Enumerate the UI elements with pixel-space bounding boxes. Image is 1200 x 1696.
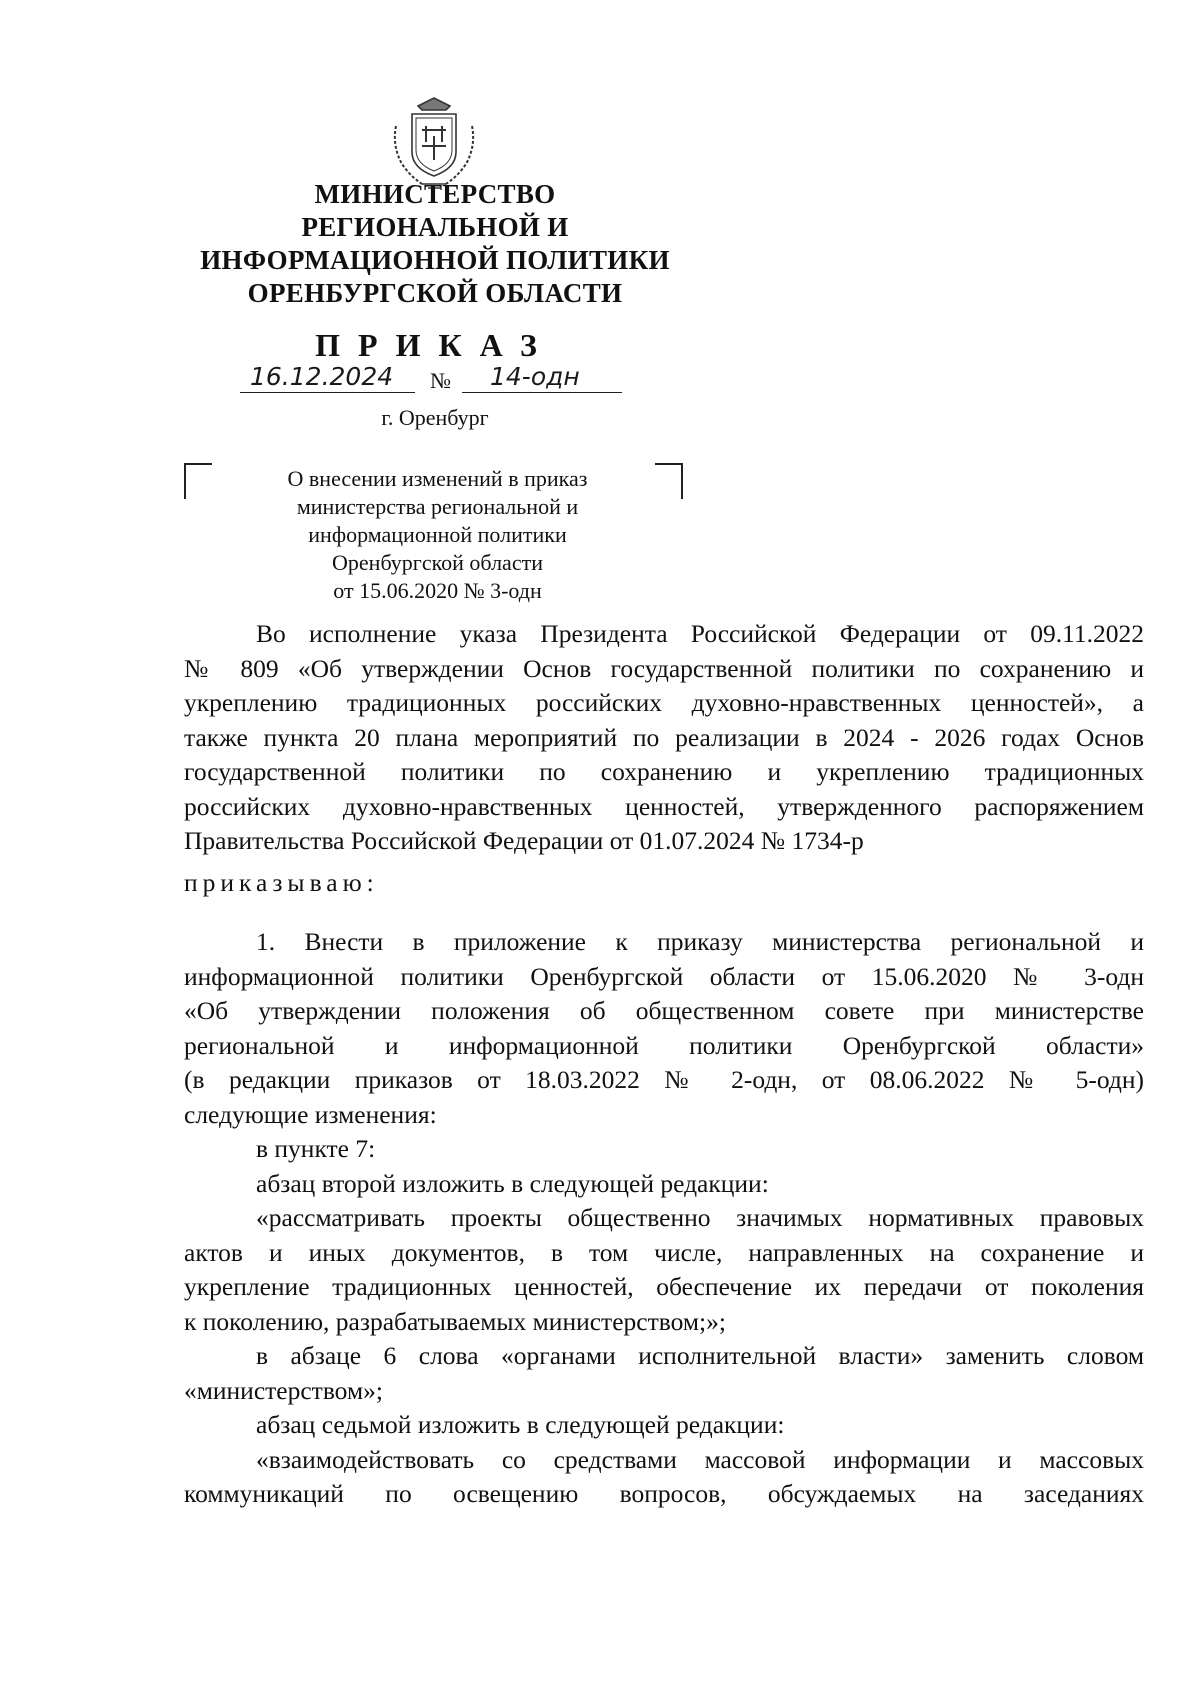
ministry-name-line: ОРЕНБУРГСКОЙ ОБЛАСТИ	[247, 278, 623, 308]
text-line: абзац второй изложить в следующей редакции:	[256, 1168, 769, 1198]
order-word: приказываю:	[184, 868, 379, 897]
text-line: следующие изменения:	[184, 1099, 437, 1129]
text-line: российских духовно-нравственных ценностей, утвержденного распоряжением	[184, 791, 1144, 821]
text-line: Правительства Российской Федерации от 01.07.2024 № 1734-р	[184, 826, 864, 855]
text-line: к поколению, разрабатываемых министерством;»;	[184, 1306, 726, 1336]
date-underline	[240, 392, 415, 393]
text-line: абзац седьмой изложить в следующей редакции:	[256, 1410, 785, 1439]
preamble-paragraph	[184, 617, 1144, 859]
text-line: Во исполнение указа Президента Российской Федерации от 09.11.2022	[256, 619, 1144, 648]
text-line: «взаимодействовать со средствами массовой информации и массовых	[256, 1444, 1144, 1474]
subject-line: министерства региональной и	[296, 494, 579, 519]
ministry-name-line: РЕГИОНАЛЬНОЙ И	[301, 212, 569, 242]
handwritten-number: 14-одн	[490, 362, 580, 391]
text-line: коммуникаций по освещению вопросов, обсуждаемых на заседаниях	[184, 1479, 1144, 1508]
text-line: также пункта 20 плана мероприятий по реализации в 2024 - 2026 годах Основ	[184, 722, 1144, 752]
document-type-title: ПРИКАЗ	[315, 327, 555, 363]
city: г. Оренбург	[381, 405, 489, 430]
text-line: государственной политики по сохранению и укреплению традиционных	[184, 757, 1144, 786]
text-line: актов и иных документов, в том числе, направленных на сохранение и	[184, 1237, 1144, 1267]
text-line: 1. Внести в приложение к приказу министерства региональной и	[256, 927, 1144, 956]
number-sign: №	[430, 368, 451, 393]
text-line: (в редакции приказов от 18.03.2022 № 2-одн, от 08.06.2022 № 5-одн)	[184, 1065, 1144, 1094]
ministry-name-line: ИНФОРМАЦИОННОЙ ПОЛИТИКИ	[200, 245, 670, 275]
ministry-name	[170, 178, 700, 310]
subject-title	[240, 465, 635, 605]
subject-corner-left	[184, 463, 212, 499]
subject-line: Оренбургской области	[332, 550, 543, 575]
subject-corner-right	[655, 463, 683, 499]
text-line: региональной и информационной политики Оренбургской области»	[184, 1030, 1144, 1060]
ministry-name-line: МИНИСТЕРСТВО	[314, 179, 556, 209]
text-line: «министерством»;	[184, 1375, 383, 1405]
date-number-row	[240, 360, 660, 396]
text-line: в абзаце 6 слова «органами исполнительной власти» заменить словом	[256, 1341, 1144, 1370]
text-line: в пункте 7:	[256, 1134, 376, 1163]
number-underline	[462, 392, 622, 393]
text-line: «Об утверждении положения об общественном совете при министерстве	[184, 996, 1144, 1025]
item-1-paragraph	[184, 925, 1144, 1512]
text-line: информационной политики Оренбургской области от 15.06.2020 № 3-одн	[184, 961, 1144, 991]
text-line: № 809 «Об утверждении Основ государственной политики по сохранению и	[184, 653, 1144, 683]
subject-line: О внесении изменений в приказ	[287, 466, 588, 491]
handwritten-date: 16.12.2024	[250, 362, 394, 391]
subject-line: от 15.06.2020 № 3-одн	[333, 578, 542, 603]
subject-line: информационной политики	[308, 522, 567, 547]
text-line: укреплению традиционных российских духовно-нравственных ценностей», а	[184, 688, 1144, 717]
text-line: «рассматривать проекты общественно значимых нормативных правовых	[256, 1203, 1144, 1232]
text-line: укрепление традиционных ценностей, обеспечение их передачи от поколения	[184, 1272, 1144, 1301]
